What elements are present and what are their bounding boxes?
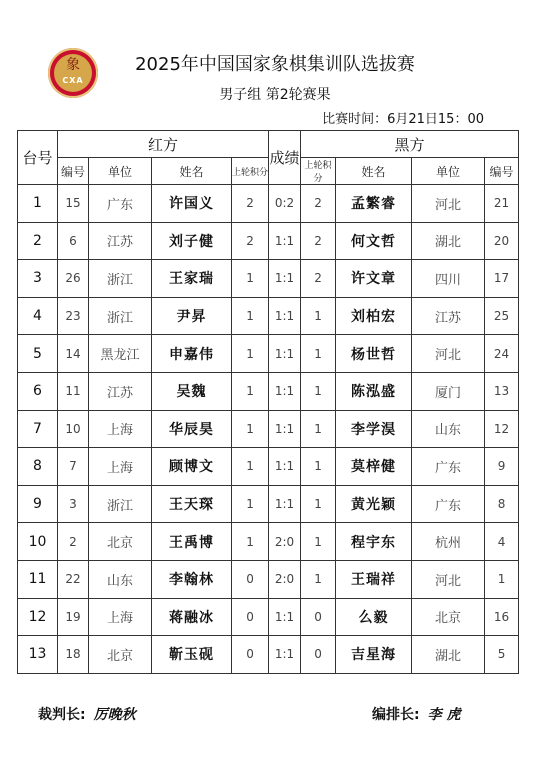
cell-board: 9 [18,485,58,523]
cell-red-prev: 0 [232,560,269,598]
cell-black-num: 5 [485,636,519,674]
cell-red-prev: 1 [232,335,269,373]
cell-board: 6 [18,372,58,410]
col-black-num: 编号 [485,158,519,185]
cell-red-prev: 1 [232,523,269,561]
table-row [18,260,519,298]
cell-black-prev: 1 [301,297,336,335]
logo-glyph: 象 [66,57,80,73]
page-title: 2025年中国国家象棋集训队选拔赛 [135,54,415,75]
cell-result: 1:1 [269,636,301,674]
cell-red-num: 6 [58,222,89,260]
cell-red-unit: 上海 [89,448,152,486]
cell-board: 4 [18,297,58,335]
arbiter-signature-block [372,704,460,724]
cell-red-name: 王家瑞 [152,260,232,298]
cell-black-num: 17 [485,260,519,298]
cell-board: 8 [18,448,58,486]
table-row [18,523,519,561]
col-board: 台号 [18,131,58,185]
cell-red-prev: 1 [232,372,269,410]
table-row [18,297,519,335]
cell-black-prev: 0 [301,598,336,636]
cell-black-name: 何文哲 [336,222,412,260]
cell-red-name: 蒋融冰 [152,598,232,636]
cell-black-name: 莫梓健 [336,448,412,486]
cell-red-name: 华辰昊 [152,410,232,448]
cell-result: 0:2 [269,185,301,223]
cell-black-name: 王瑞祥 [336,560,412,598]
cell-red-prev: 1 [232,297,269,335]
cell-red-num: 3 [58,485,89,523]
header-row-2 [18,158,519,185]
cell-black-num: 25 [485,297,519,335]
cell-black-name: 黄光颖 [336,485,412,523]
cell-black-num: 12 [485,410,519,448]
cell-black-unit: 河北 [412,185,485,223]
cell-red-unit: 浙江 [89,485,152,523]
table-row [18,372,519,410]
cell-black-num: 24 [485,335,519,373]
cell-board: 7 [18,410,58,448]
cell-red-unit: 黑龙江 [89,335,152,373]
cell-red-name: 靳玉砚 [152,636,232,674]
cell-red-prev: 1 [232,410,269,448]
col-black-prev: 上轮积分 [301,158,336,185]
cell-black-prev: 1 [301,523,336,561]
referee-name: 厉晚秋 [93,707,136,723]
cell-black-num: 8 [485,485,519,523]
cell-black-unit: 广东 [412,485,485,523]
table-row [18,636,519,674]
cell-black-prev: 1 [301,410,336,448]
cell-red-num: 23 [58,297,89,335]
cell-black-unit: 杭州 [412,523,485,561]
cell-result: 1:1 [269,372,301,410]
table-row [18,485,519,523]
cell-red-name: 申嘉伟 [152,335,232,373]
cell-red-num: 18 [58,636,89,674]
cell-black-unit: 广东 [412,448,485,486]
cell-black-unit: 山东 [412,410,485,448]
col-red-name: 姓名 [152,158,232,185]
cell-result: 1:1 [269,260,301,298]
cell-result: 1:1 [269,410,301,448]
cell-red-num: 22 [58,560,89,598]
cell-black-num: 1 [485,560,519,598]
cell-black-name: 李学淏 [336,410,412,448]
table-row [18,410,519,448]
cell-red-unit: 山东 [89,560,152,598]
arbiter-label: 编排长: [372,707,420,723]
cell-red-unit: 上海 [89,598,152,636]
cell-black-prev: 2 [301,260,336,298]
cell-black-unit: 江苏 [412,297,485,335]
cell-result: 1:1 [269,448,301,486]
cell-red-unit: 江苏 [89,372,152,410]
match-time: 比赛时间：6月21日15：00 [322,112,484,127]
cell-red-unit: 浙江 [89,297,152,335]
table-row [18,598,519,636]
cell-black-num: 4 [485,523,519,561]
cell-red-num: 7 [58,448,89,486]
cell-black-name: 陈泓盛 [336,372,412,410]
cell-black-unit: 四川 [412,260,485,298]
cell-black-num: 21 [485,185,519,223]
cell-board: 5 [18,335,58,373]
cell-red-prev: 2 [232,222,269,260]
cell-red-num: 10 [58,410,89,448]
arbiter-name: 李 虎 [427,707,461,723]
cell-red-name: 刘子健 [152,222,232,260]
cell-red-unit: 广东 [89,185,152,223]
cell-result: 1:1 [269,598,301,636]
cell-red-name: 尹昇 [152,297,232,335]
referee-signature-block [38,704,136,724]
cell-result: 1:1 [269,335,301,373]
cell-red-unit: 江苏 [89,222,152,260]
cell-red-unit: 北京 [89,523,152,561]
cell-board: 11 [18,560,58,598]
cell-board: 12 [18,598,58,636]
cell-black-name: 么毅 [336,598,412,636]
cell-board: 2 [18,222,58,260]
cell-red-unit: 北京 [89,636,152,674]
cell-black-prev: 0 [301,636,336,674]
cell-board: 10 [18,523,58,561]
table-row [18,560,519,598]
cell-result: 2:0 [269,523,301,561]
cell-black-unit: 北京 [412,598,485,636]
results-body [18,185,519,674]
cell-black-unit: 湖北 [412,222,485,260]
logo-abbr: CXA [62,76,84,85]
table-row [18,448,519,486]
cell-red-unit: 上海 [89,410,152,448]
cell-red-prev: 0 [232,598,269,636]
cell-red-num: 14 [58,335,89,373]
cell-black-num: 16 [485,598,519,636]
cell-black-name: 吉星海 [336,636,412,674]
cell-black-num: 20 [485,222,519,260]
col-red-side: 红方 [58,131,269,158]
cell-black-name: 许文章 [336,260,412,298]
cell-red-num: 11 [58,372,89,410]
cell-red-num: 26 [58,260,89,298]
header-row-1 [18,131,519,158]
cell-black-prev: 1 [301,335,336,373]
col-red-num: 编号 [58,158,89,185]
cell-red-num: 2 [58,523,89,561]
cell-black-prev: 1 [301,372,336,410]
cell-red-num: 15 [58,185,89,223]
col-black-unit: 单位 [412,158,485,185]
cell-red-name: 吴魏 [152,372,232,410]
cell-black-prev: 1 [301,485,336,523]
cell-red-prev: 1 [232,260,269,298]
cell-black-name: 杨世哲 [336,335,412,373]
col-red-prev: 上轮积分 [232,158,269,185]
cell-red-name: 王禹博 [152,523,232,561]
cell-black-unit: 湖北 [412,636,485,674]
col-result: 成绩 [269,131,301,185]
cell-red-prev: 2 [232,185,269,223]
cell-board: 1 [18,185,58,223]
col-red-unit: 单位 [89,158,152,185]
table-row [18,335,519,373]
cell-black-name: 刘柏宏 [336,297,412,335]
cell-red-prev: 1 [232,485,269,523]
cell-result: 2:0 [269,560,301,598]
results-table [17,130,519,674]
cell-black-prev: 2 [301,185,336,223]
cell-red-name: 王天琛 [152,485,232,523]
cell-red-prev: 0 [232,636,269,674]
referee-label: 裁判长: [38,707,86,723]
cell-black-num: 13 [485,372,519,410]
cell-black-unit: 河北 [412,560,485,598]
cell-result: 1:1 [269,222,301,260]
cell-result: 1:1 [269,297,301,335]
cell-red-num: 19 [58,598,89,636]
cell-red-unit: 浙江 [89,260,152,298]
cell-black-prev: 1 [301,448,336,486]
cell-black-unit: 河北 [412,335,485,373]
cell-red-name: 李翰林 [152,560,232,598]
cell-black-name: 孟繁睿 [336,185,412,223]
cell-board: 3 [18,260,58,298]
cell-black-unit: 厦门 [412,372,485,410]
col-black-side: 黑方 [301,131,519,158]
cell-black-prev: 2 [301,222,336,260]
col-black-name: 姓名 [336,158,412,185]
table-row [18,222,519,260]
cell-red-name: 顾博文 [152,448,232,486]
cell-red-prev: 1 [232,448,269,486]
cell-black-num: 9 [485,448,519,486]
round-subtitle: 男子组 第2轮赛果 [219,87,331,103]
cell-black-prev: 1 [301,560,336,598]
table-row [18,185,519,223]
cell-result: 1:1 [269,485,301,523]
cell-black-name: 程宇东 [336,523,412,561]
cell-board: 13 [18,636,58,674]
cell-red-name: 许国义 [152,185,232,223]
